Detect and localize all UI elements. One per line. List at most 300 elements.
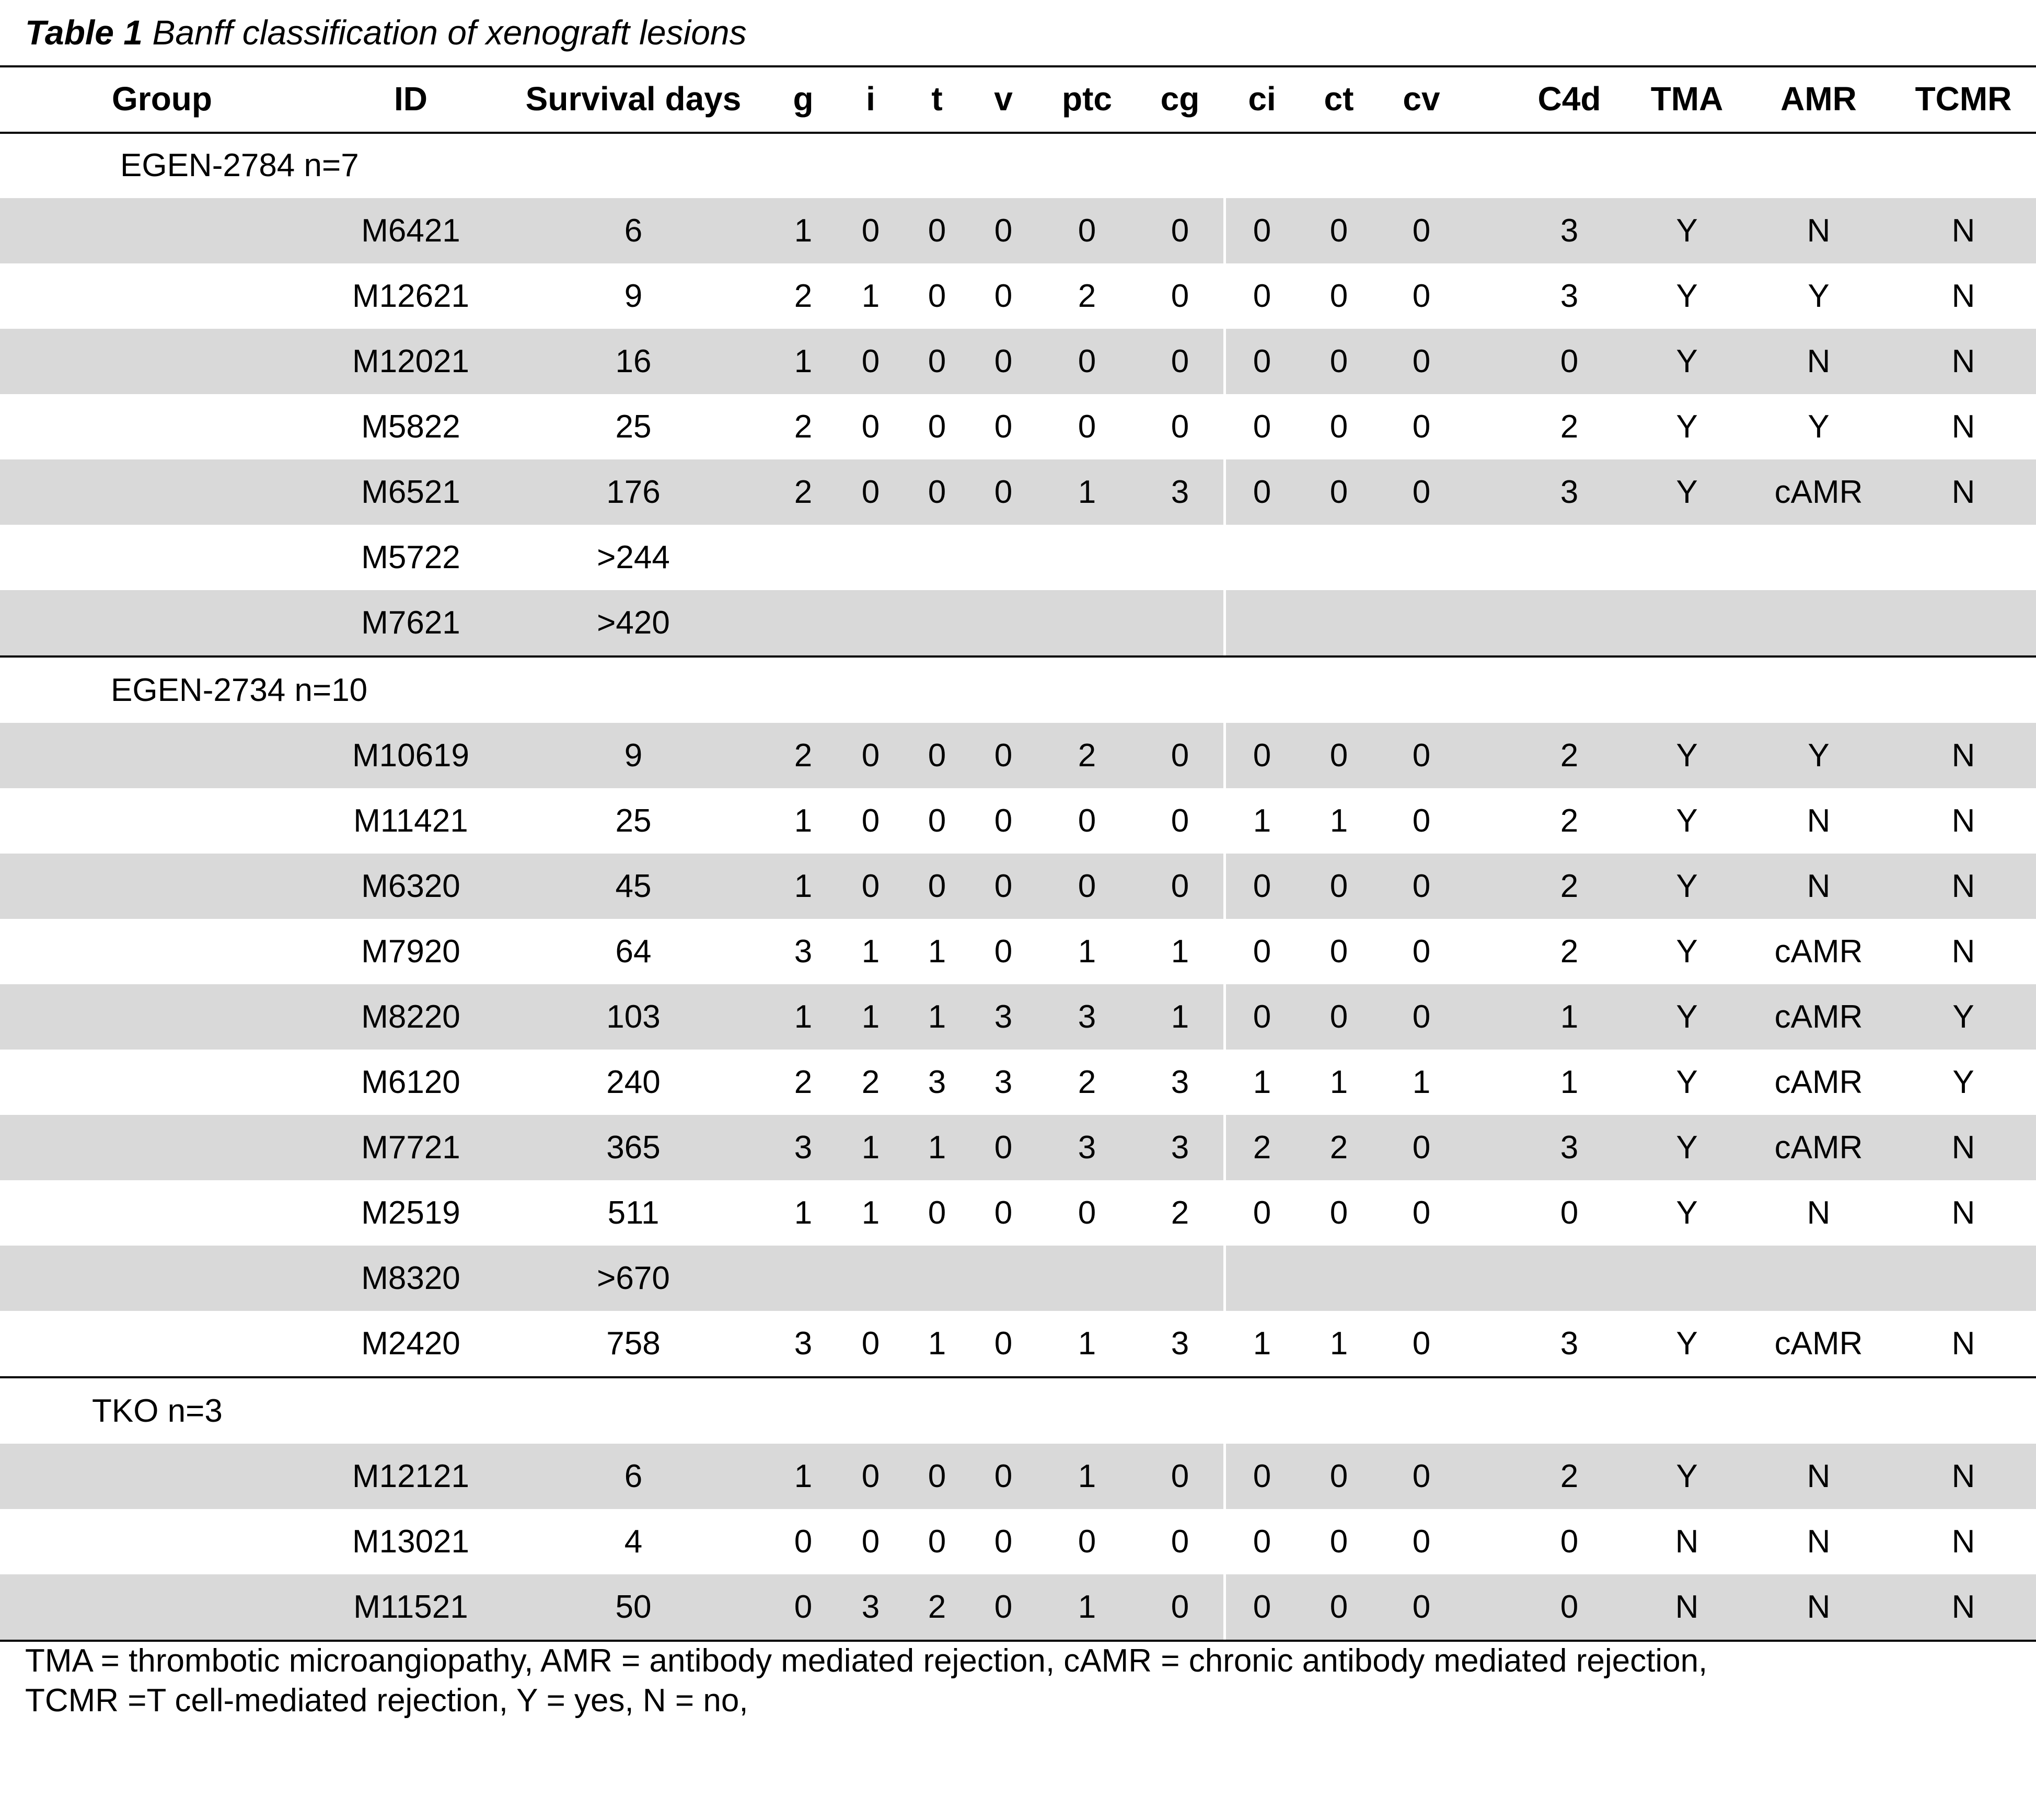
cell-c4d: 2 — [1560, 868, 1579, 904]
column-divider — [1223, 329, 1226, 394]
cell-tcmr: N — [1951, 474, 1975, 510]
cell-id: M8220 — [361, 999, 460, 1035]
cell-cg: 1 — [1171, 999, 1189, 1035]
cell-t: 0 — [928, 278, 946, 314]
cell-i: 1 — [861, 1195, 880, 1231]
cell-tcmr: N — [1951, 803, 1975, 839]
cell-cg: 0 — [1171, 1524, 1189, 1560]
cell-ct: 0 — [1329, 1458, 1348, 1494]
cell-ptc: 2 — [1078, 738, 1096, 774]
cell-t: 0 — [928, 803, 946, 839]
cell-id: M7721 — [361, 1130, 460, 1166]
cell-t: 1 — [928, 934, 946, 970]
group-row — [0, 133, 2036, 198]
cell-g: 3 — [794, 1130, 813, 1166]
cell-survival-days: >420 — [597, 605, 670, 641]
cell-tma: Y — [1676, 409, 1698, 445]
cell-cv: 0 — [1412, 999, 1431, 1035]
cell-cv: 0 — [1412, 1524, 1431, 1560]
table-row — [0, 394, 2036, 459]
table-row — [0, 1311, 2036, 1376]
cell-i: 3 — [861, 1589, 880, 1625]
cell-tma: Y — [1676, 803, 1698, 839]
cell-c4d: 2 — [1560, 1458, 1579, 1494]
column-divider — [1223, 1444, 1226, 1509]
cell-c4d: 3 — [1560, 213, 1579, 249]
cell-ptc: 3 — [1078, 1130, 1096, 1166]
cell-ci: 0 — [1253, 1195, 1271, 1231]
group-label: EGEN-2784 n=7 — [120, 147, 359, 183]
cell-ct: 0 — [1329, 343, 1348, 379]
cell-tcmr: N — [1951, 278, 1975, 314]
cell-tma: Y — [1676, 474, 1698, 510]
cell-id: M6421 — [361, 213, 460, 249]
column-header: t — [931, 80, 943, 118]
cell-survival-days: 6 — [624, 213, 643, 249]
cell-id: M13021 — [352, 1524, 470, 1560]
cell-i: 0 — [861, 803, 880, 839]
cell-ct: 0 — [1329, 409, 1348, 445]
cell-ci: 2 — [1253, 1130, 1271, 1166]
cell-t: 0 — [928, 1524, 946, 1560]
footnote-line: TCMR =T cell-mediated rejection, Y = yes, N = no, — [25, 1683, 748, 1719]
cell-survival-days: 16 — [615, 343, 652, 379]
cell-i: 0 — [861, 213, 880, 249]
table-row — [0, 590, 2036, 655]
cell-ptc: 2 — [1078, 1064, 1096, 1100]
cell-v: 0 — [994, 1130, 1013, 1166]
column-divider — [1223, 198, 1226, 263]
table-footnote — [25, 1641, 2011, 1721]
cell-t: 0 — [928, 1195, 946, 1231]
column-divider — [1223, 1574, 1226, 1640]
cell-cg: 1 — [1171, 934, 1189, 970]
cell-id: M6320 — [361, 868, 460, 904]
cell-survival-days: 50 — [615, 1589, 652, 1625]
cell-tma: Y — [1676, 1064, 1698, 1100]
cell-cg: 0 — [1171, 1458, 1189, 1494]
cell-survival-days: 25 — [615, 803, 652, 839]
cell-id: M6120 — [361, 1064, 460, 1100]
cell-id: M12021 — [352, 343, 470, 379]
cell-v: 3 — [994, 999, 1013, 1035]
table-row — [0, 1509, 2036, 1574]
column-divider — [1223, 723, 1226, 788]
cell-v: 0 — [994, 343, 1013, 379]
cell-survival-days: 511 — [607, 1195, 660, 1231]
cell-g: 1 — [794, 868, 813, 904]
cell-tcmr: N — [1951, 409, 1975, 445]
cell-g: 1 — [794, 803, 813, 839]
cell-id: M11421 — [353, 803, 468, 839]
cell-ct: 0 — [1329, 474, 1348, 510]
cell-amr: cAMR — [1774, 999, 1863, 1035]
header-row — [0, 66, 2036, 132]
cell-ct: 0 — [1329, 1195, 1348, 1231]
cell-c4d: 2 — [1560, 738, 1579, 774]
cell-g: 2 — [794, 738, 813, 774]
cell-ct: 0 — [1329, 934, 1348, 970]
column-header: v — [994, 80, 1013, 118]
cell-i: 2 — [861, 1064, 880, 1100]
cell-amr: cAMR — [1774, 1064, 1863, 1100]
cell-tcmr: N — [1951, 1326, 1975, 1362]
cell-tma: Y — [1676, 1130, 1698, 1166]
cell-g: 2 — [794, 1064, 813, 1100]
cell-amr: N — [1807, 803, 1831, 839]
cell-cg: 0 — [1171, 278, 1189, 314]
cell-g: 0 — [794, 1524, 813, 1560]
cell-cg: 0 — [1171, 803, 1189, 839]
cell-ptc: 1 — [1078, 1326, 1096, 1362]
cell-cv: 0 — [1412, 474, 1431, 510]
cell-cg: 0 — [1171, 213, 1189, 249]
cell-amr: N — [1807, 868, 1831, 904]
cell-g: 1 — [794, 1195, 813, 1231]
table-row — [0, 854, 2036, 919]
cell-c4d: 3 — [1560, 474, 1579, 510]
cell-cv: 0 — [1412, 213, 1431, 249]
cell-v: 0 — [994, 868, 1013, 904]
cell-g: 1 — [794, 1458, 813, 1494]
cell-ci: 0 — [1253, 999, 1271, 1035]
cell-survival-days: 103 — [606, 999, 661, 1035]
cell-ct: 2 — [1329, 1130, 1348, 1166]
cell-c4d: 3 — [1560, 1326, 1579, 1362]
cell-survival-days: >244 — [597, 539, 670, 575]
cell-amr: cAMR — [1774, 1130, 1863, 1166]
cell-id: M12121 — [352, 1458, 470, 1494]
cell-i: 0 — [861, 474, 880, 510]
cell-t: 0 — [928, 409, 946, 445]
cell-id: M8320 — [361, 1260, 460, 1296]
cell-i: 1 — [861, 1130, 880, 1166]
cell-v: 0 — [994, 934, 1013, 970]
cell-i: 0 — [861, 343, 880, 379]
cell-id: M5822 — [361, 409, 460, 445]
cell-id: M2519 — [361, 1195, 460, 1231]
cell-amr: N — [1807, 1458, 1831, 1494]
cell-cv: 0 — [1412, 868, 1431, 904]
cell-amr: cAMR — [1774, 1326, 1863, 1362]
cell-g: 3 — [794, 934, 813, 970]
cell-survival-days: 365 — [606, 1130, 661, 1166]
column-header: g — [793, 80, 814, 118]
cell-amr: Y — [1808, 278, 1830, 314]
cell-c4d: 0 — [1560, 343, 1579, 379]
cell-tcmr: N — [1951, 1130, 1975, 1166]
cell-v: 0 — [994, 738, 1013, 774]
cell-tma: Y — [1676, 1326, 1698, 1362]
cell-c4d: 2 — [1560, 934, 1579, 970]
cell-g: 1 — [794, 343, 813, 379]
cell-ptc: 1 — [1078, 1589, 1096, 1625]
cell-ct: 0 — [1329, 1589, 1348, 1625]
cell-v: 0 — [994, 474, 1013, 510]
cell-ci: 0 — [1253, 868, 1271, 904]
cell-g: 2 — [794, 409, 813, 445]
cell-amr: cAMR — [1774, 934, 1863, 970]
cell-c4d: 0 — [1560, 1589, 1579, 1625]
cell-cg: 2 — [1171, 1195, 1189, 1231]
cell-t: 0 — [928, 343, 946, 379]
cell-cg: 3 — [1171, 1130, 1189, 1166]
cell-ptc: 0 — [1078, 343, 1096, 379]
cell-ct: 1 — [1329, 1326, 1348, 1362]
table-row — [0, 459, 2036, 525]
column-header: AMR — [1780, 80, 1857, 118]
cell-c4d: 0 — [1560, 1195, 1579, 1231]
cell-survival-days: 45 — [615, 868, 652, 904]
table-row — [0, 1115, 2036, 1180]
column-divider — [1223, 459, 1226, 525]
table-row — [0, 1180, 2036, 1246]
cell-c4d: 0 — [1560, 1524, 1579, 1560]
cell-t: 0 — [928, 738, 946, 774]
cell-ci: 0 — [1253, 213, 1271, 249]
cell-ct: 0 — [1329, 278, 1348, 314]
table-caption — [25, 11, 747, 53]
cell-v: 0 — [994, 213, 1013, 249]
cell-cv: 0 — [1412, 738, 1431, 774]
table-label: Table 1 — [25, 13, 143, 52]
cell-id: M5722 — [361, 539, 460, 575]
column-header: Survival days — [525, 80, 742, 118]
cell-ptc: 0 — [1078, 1195, 1096, 1231]
cell-ct: 0 — [1329, 213, 1348, 249]
column-header: cg — [1160, 80, 1200, 118]
cell-v: 0 — [994, 1326, 1013, 1362]
cell-c4d: 1 — [1560, 1064, 1579, 1100]
cell-id: M11521 — [353, 1589, 468, 1625]
cell-tcmr: N — [1951, 213, 1975, 249]
cell-id: M2420 — [361, 1326, 460, 1362]
cell-ptc: 2 — [1078, 278, 1096, 314]
cell-survival-days: 9 — [624, 738, 643, 774]
cell-cg: 0 — [1171, 343, 1189, 379]
cell-v: 0 — [994, 803, 1013, 839]
cell-ptc: 0 — [1078, 409, 1096, 445]
cell-ci: 0 — [1253, 1458, 1271, 1494]
cell-c4d: 2 — [1560, 803, 1579, 839]
cell-t: 1 — [928, 1326, 946, 1362]
cell-tcmr: Y — [1952, 999, 1974, 1035]
cell-ptc: 1 — [1078, 1458, 1096, 1494]
cell-v: 0 — [994, 1524, 1013, 1560]
cell-amr: Y — [1808, 738, 1830, 774]
cell-cv: 0 — [1412, 1589, 1431, 1625]
cell-t: 1 — [928, 1130, 946, 1166]
column-header: ct — [1324, 80, 1354, 118]
cell-ci: 0 — [1253, 409, 1271, 445]
group-label: EGEN-2734 n=10 — [111, 672, 368, 708]
cell-v: 0 — [994, 1589, 1013, 1625]
cell-ptc: 3 — [1078, 999, 1096, 1035]
column-divider — [1223, 854, 1226, 919]
column-header: cv — [1403, 80, 1440, 118]
cell-c4d: 3 — [1560, 1130, 1579, 1166]
cell-tma: N — [1675, 1589, 1699, 1625]
cell-ct: 0 — [1329, 999, 1348, 1035]
cell-c4d: 2 — [1560, 409, 1579, 445]
table-row — [0, 263, 2036, 329]
cell-g: 1 — [794, 999, 813, 1035]
cell-ci: 0 — [1253, 1524, 1271, 1560]
cell-ptc: 0 — [1078, 868, 1096, 904]
cell-i: 1 — [861, 934, 880, 970]
cell-tma: N — [1675, 1524, 1699, 1560]
cell-cv: 0 — [1412, 803, 1431, 839]
cell-ci: 0 — [1253, 1589, 1271, 1625]
table-row — [0, 919, 2036, 984]
cell-ci: 0 — [1253, 278, 1271, 314]
cell-tma: Y — [1676, 934, 1698, 970]
cell-ptc: 0 — [1078, 803, 1096, 839]
cell-cv: 0 — [1412, 409, 1431, 445]
cell-amr: Y — [1808, 409, 1830, 445]
cell-t: 1 — [928, 999, 946, 1035]
cell-ptc: 0 — [1078, 1524, 1096, 1560]
cell-t: 3 — [928, 1064, 946, 1100]
cell-tma: Y — [1676, 738, 1698, 774]
cell-cv: 1 — [1412, 1064, 1431, 1100]
cell-tcmr: N — [1951, 1458, 1975, 1494]
cell-survival-days: 758 — [606, 1326, 661, 1362]
cell-tcmr: N — [1951, 934, 1975, 970]
cell-amr: N — [1807, 1589, 1831, 1625]
cell-t: 0 — [928, 1458, 946, 1494]
cell-id: M6521 — [361, 474, 460, 510]
cell-cv: 0 — [1412, 278, 1431, 314]
cell-ci: 0 — [1253, 474, 1271, 510]
cell-tma: Y — [1676, 999, 1698, 1035]
cell-survival-days: 9 — [624, 278, 643, 314]
cell-c4d: 1 — [1560, 999, 1579, 1035]
table-row — [0, 788, 2036, 854]
cell-ci: 0 — [1253, 343, 1271, 379]
cell-cg: 0 — [1171, 1589, 1189, 1625]
cell-t: 2 — [928, 1589, 946, 1625]
table-row — [0, 1246, 2036, 1311]
cell-v: 0 — [994, 409, 1013, 445]
cell-g: 3 — [794, 1326, 813, 1362]
cell-v: 0 — [994, 1458, 1013, 1494]
cell-ci: 1 — [1253, 1326, 1271, 1362]
cell-g: 2 — [794, 278, 813, 314]
cell-tma: Y — [1676, 278, 1698, 314]
cell-survival-days: 64 — [615, 934, 652, 970]
cell-ptc: 0 — [1078, 213, 1096, 249]
cell-survival-days: 176 — [606, 474, 661, 510]
cell-cg: 3 — [1171, 1326, 1189, 1362]
cell-survival-days: 240 — [606, 1064, 661, 1100]
cell-i: 0 — [861, 409, 880, 445]
cell-ct: 0 — [1329, 1524, 1348, 1560]
group-row — [0, 658, 2036, 723]
table-row — [0, 1050, 2036, 1115]
cell-ci: 1 — [1253, 803, 1271, 839]
cell-survival-days: 25 — [615, 409, 652, 445]
column-divider — [1223, 1246, 1226, 1311]
table-row — [0, 723, 2036, 788]
cell-cv: 0 — [1412, 1326, 1431, 1362]
column-header: ci — [1248, 80, 1276, 118]
cell-amr: N — [1807, 1524, 1831, 1560]
cell-c4d: 3 — [1560, 278, 1579, 314]
cell-survival-days: 4 — [624, 1524, 643, 1560]
group-row — [0, 1378, 2036, 1444]
cell-ptc: 1 — [1078, 474, 1096, 510]
cell-t: 0 — [928, 868, 946, 904]
column-header: C4d — [1537, 80, 1601, 118]
cell-tma: Y — [1676, 868, 1698, 904]
cell-tcmr: Y — [1952, 1064, 1974, 1100]
cell-i: 1 — [861, 999, 880, 1035]
column-header: Group — [112, 80, 212, 118]
cell-cg: 0 — [1171, 409, 1189, 445]
column-header: i — [866, 80, 875, 118]
table-row — [0, 1444, 2036, 1509]
table-row — [0, 984, 2036, 1050]
cell-g: 1 — [794, 213, 813, 249]
cell-cv: 0 — [1412, 934, 1431, 970]
cell-ptc: 1 — [1078, 934, 1096, 970]
cell-i: 0 — [861, 1524, 880, 1560]
cell-cg: 3 — [1171, 474, 1189, 510]
cell-tma: Y — [1676, 1195, 1698, 1231]
table-row — [0, 198, 2036, 263]
column-header: ID — [394, 80, 427, 118]
cell-cv: 0 — [1412, 1458, 1431, 1494]
cell-survival-days: 6 — [624, 1458, 643, 1494]
footnote-line: TMA = thrombotic microangiopathy, AMR = antibody mediated rejection, cAMR = chronic antibody mediated rejection, — [25, 1643, 1708, 1679]
cell-amr: cAMR — [1774, 474, 1863, 510]
cell-id: M7621 — [361, 605, 460, 641]
cell-i: 0 — [861, 1326, 880, 1362]
cell-id: M12621 — [352, 278, 470, 314]
cell-t: 0 — [928, 213, 946, 249]
cell-v: 0 — [994, 278, 1013, 314]
cell-amr: N — [1807, 213, 1831, 249]
column-divider — [1223, 1115, 1226, 1180]
cell-g: 0 — [794, 1589, 813, 1625]
cell-g: 2 — [794, 474, 813, 510]
cell-tma: Y — [1676, 213, 1698, 249]
cell-cg: 0 — [1171, 738, 1189, 774]
cell-tcmr: N — [1951, 868, 1975, 904]
cell-cg: 0 — [1171, 868, 1189, 904]
column-divider — [1223, 984, 1226, 1050]
column-header: TCMR — [1915, 80, 2012, 118]
cell-ci: 0 — [1253, 934, 1271, 970]
cell-tma: Y — [1676, 343, 1698, 379]
cell-ci: 1 — [1253, 1064, 1271, 1100]
cell-ct: 1 — [1329, 803, 1348, 839]
cell-id: M7920 — [361, 934, 460, 970]
cell-tcmr: N — [1951, 1524, 1975, 1560]
cell-amr: N — [1807, 343, 1831, 379]
cell-i: 0 — [861, 738, 880, 774]
cell-survival-days: >670 — [597, 1260, 670, 1296]
cell-amr: N — [1807, 1195, 1831, 1231]
cell-cv: 0 — [1412, 1130, 1431, 1166]
cell-tcmr: N — [1951, 343, 1975, 379]
cell-tcmr: N — [1951, 1195, 1975, 1231]
table-row — [0, 1574, 2036, 1640]
cell-ct: 0 — [1329, 868, 1348, 904]
cell-cv: 0 — [1412, 1195, 1431, 1231]
column-divider — [1223, 590, 1226, 655]
